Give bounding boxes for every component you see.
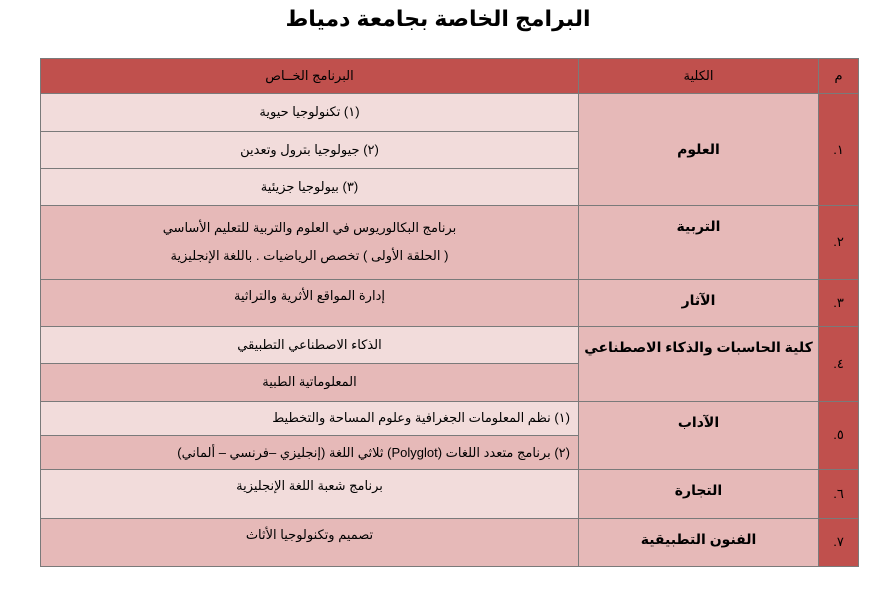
table-row bbox=[41, 518, 859, 566]
row-num: ٥. bbox=[819, 401, 859, 470]
program-cell: (١) تكنولوجيا حيوية bbox=[41, 94, 579, 131]
faculty-cell: الفنون التطبيقية bbox=[579, 518, 819, 566]
programs-table bbox=[40, 58, 859, 567]
faculty-cell: العلوم bbox=[579, 94, 819, 206]
page-title: البرامج الخاصة بجامعة دمياط bbox=[285, 6, 591, 31]
program-cell: (٢) جيولوجيا بترول وتعدين bbox=[41, 131, 579, 168]
row-num: ٢. bbox=[819, 206, 859, 280]
header-num: م bbox=[819, 59, 859, 94]
faculty-cell: الآثار bbox=[579, 279, 819, 326]
table-row bbox=[41, 327, 859, 364]
faculty-cell: التربية bbox=[579, 206, 819, 280]
program-cell: (٣) بيولوجيا جزيئية bbox=[41, 168, 579, 205]
program-cell bbox=[41, 206, 579, 280]
program-line: برنامج البكالوريوس في العلوم والتربية للتعليم الأساسي bbox=[162, 220, 457, 236]
program-cell: إدارة المواقع الأثرية والتراثية bbox=[41, 279, 579, 326]
faculty-cell: التجارة bbox=[579, 470, 819, 518]
table-header-row bbox=[41, 59, 859, 94]
table-row bbox=[41, 401, 859, 435]
row-num: ١. bbox=[819, 94, 859, 206]
program-cell: (٢) برنامج متعدد اللغات (Polyglot) ثلاثي اللغة (إنجليزي –فرنسي – ألماني) bbox=[41, 435, 579, 469]
program-cell: (١) نظم المعلومات الجغرافية وعلوم المساحة والتخطيط bbox=[41, 401, 579, 435]
table-row bbox=[41, 279, 859, 326]
table-row bbox=[41, 94, 859, 131]
row-num: ٤. bbox=[819, 327, 859, 402]
faculty-cell: كلية الحاسبات والذكاء الاصطناعي bbox=[579, 327, 819, 402]
program-cell: المعلوماتية الطبية bbox=[41, 364, 579, 401]
table-row bbox=[41, 206, 859, 280]
header-faculty: الكلية bbox=[579, 59, 819, 94]
header-program: البرنامج الخــاص bbox=[41, 59, 579, 94]
program-cell: تصميم وتكنولوجيا الأثاث bbox=[41, 518, 579, 566]
program-cell: الذكاء الاصطناعي التطبيقي bbox=[41, 327, 579, 364]
row-num: ٣. bbox=[819, 279, 859, 326]
program-line: ( الحلقة الأولى ) تخصص الرياضيات . باللغة الإنجليزية bbox=[170, 248, 449, 264]
row-num: ٧. bbox=[819, 518, 859, 566]
row-num: ٦. bbox=[819, 470, 859, 518]
program-cell: برنامج شعبة اللغة الإنجليزية bbox=[41, 470, 579, 518]
faculty-cell: الآداب bbox=[579, 401, 819, 470]
table-row bbox=[41, 470, 859, 518]
